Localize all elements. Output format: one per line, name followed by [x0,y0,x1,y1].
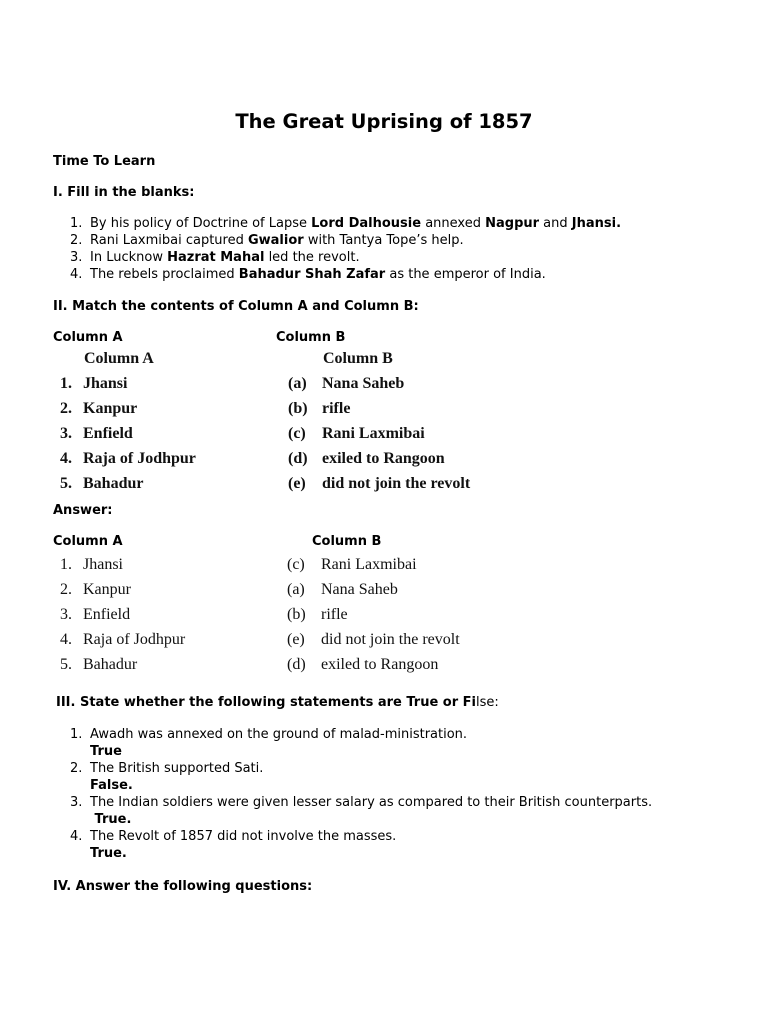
question-col-a-title: Column A [84,350,154,367]
row-letter: (d) [287,656,306,673]
row-letter: (b) [288,400,308,417]
answer-column-a [60,556,280,681]
row-letter: (b) [287,606,306,623]
section-subtitle: Time To Learn [53,154,156,169]
column-b-row [288,450,445,468]
row-text: Enfield [83,425,133,442]
column-a-row [60,450,196,468]
row-number: 5. [60,475,72,492]
row-text: did not join the revolt [322,475,471,492]
column-b-row [288,375,404,393]
item-text: led the revolt. [264,250,360,265]
row-number: 5. [60,656,72,673]
page-title: The Great Uprising of 1857 [235,110,533,133]
column-a-row [60,606,130,624]
column-b-row [287,631,460,649]
item-text: Rani Laxmibai captured [90,233,248,248]
column-a-row [60,375,127,393]
item-number: 1. [70,216,83,231]
row-text: exiled to Rangoon [322,450,445,467]
answer-text: Gwalior [247,233,304,248]
item-number: 2. [70,761,83,776]
true-false-item [70,726,652,760]
row-text: Jhansi [83,375,128,392]
row-letter: (c) [287,556,305,573]
question-column-b [288,375,528,500]
row-text: exiled to Rangoon [321,656,439,673]
row-text: did not join the revolt [321,631,460,648]
answer-text: Lord Dalhousie [311,216,422,231]
column-b-row [287,581,398,599]
true-false-item [70,794,652,828]
section3-list [70,726,652,862]
item-text: By his policy of Doctrine of Lapse [90,216,312,231]
statement-answer: True. [90,846,127,861]
section3-heading-rest: lse: [476,695,499,710]
row-number: 4. [60,450,72,467]
row-text: Rani Laxmibai [322,425,425,442]
column-a-row [60,425,133,443]
row-number: 3. [60,425,72,442]
row-text: Raja of Jodhpur [83,631,186,648]
item-number: 3. [70,795,83,810]
column-a-row [60,400,137,418]
column-a-row [60,475,143,493]
row-letter: (d) [288,450,308,467]
fill-blank-item [70,266,621,283]
item-text: In Lucknow [90,250,168,265]
row-text: Kanpur [83,400,138,417]
row-letter: (e) [288,475,306,492]
answer-text: Hazrat Mahal [167,250,265,265]
row-text: Bahadur [83,475,144,492]
row-text: Enfield [83,606,131,623]
item-number: 3. [70,250,83,265]
section1-list [70,215,621,283]
row-number: 2. [60,400,72,417]
row-letter: (c) [288,425,306,442]
column-a-row [60,556,123,574]
item-text: and [539,216,572,231]
row-letter: (a) [287,581,305,598]
item-text: as the emperor of India. [385,267,546,282]
item-number: 4. [70,267,83,282]
row-number: 1. [60,556,72,573]
column-b-row [287,606,348,624]
column-b-row [288,425,425,443]
column-a-row [60,656,137,674]
fill-blank-item [70,232,621,249]
row-number: 3. [60,606,72,623]
fill-blank-item [70,249,621,266]
col-b-label: Column B [276,330,346,345]
row-text: rifle [321,606,348,623]
statement-answer: True. [90,812,132,827]
column-a-row [60,581,131,599]
row-number: 4. [60,631,72,648]
fill-blank-item [70,215,621,232]
row-text: Raja of Jodhpur [83,450,196,467]
row-text: Nana Saheb [321,581,398,598]
statement-text: The Indian soldiers were given lesser salary as compared to their British counterparts. [90,795,653,810]
statement-text: The Revolt of 1857 did not involve the masses. [90,829,397,844]
column-b-row [288,400,350,418]
row-letter: (e) [287,631,305,648]
answer-text: Bahadur Shah Zafar [238,267,386,282]
row-text: Nana Saheb [322,375,405,392]
statement-answer: False. [90,778,133,793]
item-number: 2. [70,233,83,248]
column-a-row [60,631,185,649]
section4-heading: IV. Answer the following questions: [53,879,313,894]
answer-text: Jhansi. [571,216,622,231]
section1-heading: I. Fill in the blanks: [53,185,195,200]
item-text: annexed [421,216,486,231]
item-text: with Tantya Tope’s help. [303,233,464,248]
row-number: 1. [60,375,72,392]
answer-text: Nagpur [485,216,540,231]
column-b-row [288,475,470,493]
answer-col-b-label: Column B [312,534,382,549]
statement-text: The British supported Sati. [90,761,264,776]
item-number: 1. [70,727,83,742]
answer-column-b [287,556,527,681]
row-text: Bahadur [83,656,138,673]
column-b-row [287,556,417,574]
answer-label: Answer: [53,503,113,518]
question-col-b-title: Column B [323,350,393,367]
row-number: 2. [60,581,72,598]
statement-text: Awadh was annexed on the ground of malad-ministration. [90,727,468,742]
column-b-row [287,656,438,674]
question-column-a [60,375,280,500]
row-text: Rani Laxmibai [321,556,417,573]
item-number: 4. [70,829,83,844]
section2-heading: II. Match the contents of Column A and Column B: [53,299,419,314]
row-letter: (a) [288,375,307,392]
true-false-item [70,760,652,794]
item-text: The rebels proclaimed [90,267,239,282]
row-text: Jhansi [83,556,123,573]
statement-answer: True [90,744,122,759]
true-false-item [70,828,652,862]
section3-heading-bold: III. State whether the following statements are True or Fi [56,695,477,710]
answer-col-a-label: Column A [53,534,123,549]
row-text: Kanpur [83,581,131,598]
col-a-label: Column A [53,330,123,345]
section3-heading [56,695,499,710]
row-text: rifle [322,400,351,417]
